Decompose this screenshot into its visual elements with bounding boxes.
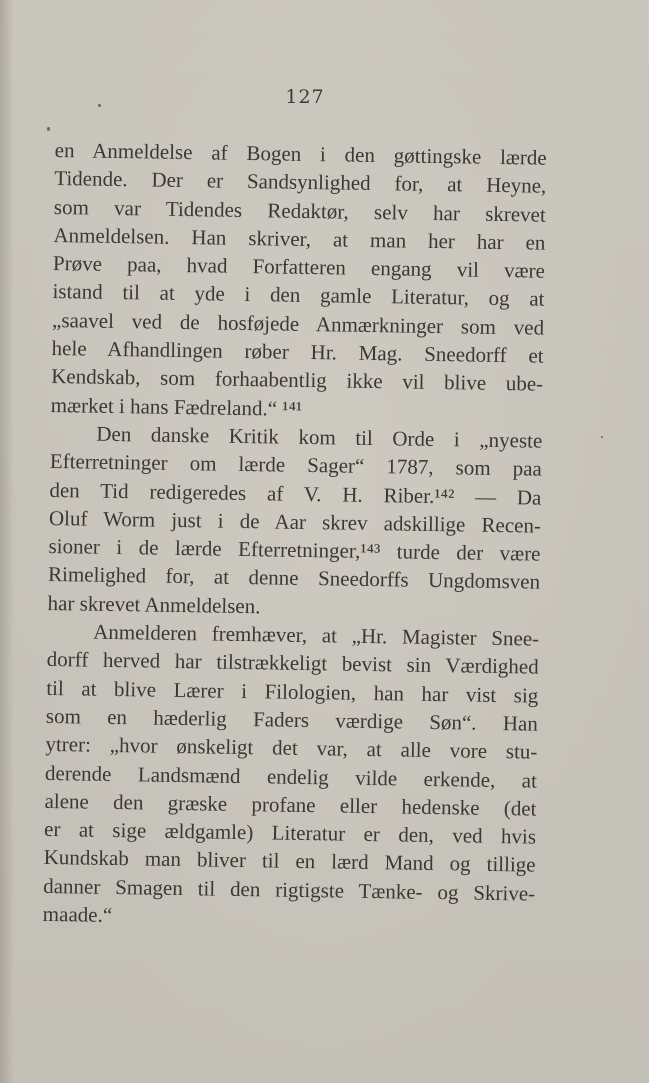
text-line: Tidende. Der er Sandsynlighed for, at Heyne, [54, 166, 547, 199]
text-line: sioner i de lærde Efterretninger,¹⁴³ turde der være [48, 534, 541, 566]
text-line: som var Tidendes Redaktør, selv har skrevet [53, 194, 547, 227]
text-line: istand til at yde i den gamle Literatur, og at [52, 279, 545, 312]
text-line: Anmelderen fremhæver, at „Hr. Magister Snee- [93, 619, 540, 651]
text-line: dorff herved har tilstrækkeligt bevist sin Værdighed [46, 647, 539, 680]
ink-speck [47, 127, 50, 131]
text-line: Kendskab, som forhaabentlig ikke vil blive ube- [51, 364, 544, 397]
text-line: alene den græske profane eller hedenske (det [44, 788, 537, 821]
text-line: „saavel ved de hosføjede Anmærkninger som ved [51, 307, 545, 340]
page-number: 127 [285, 86, 325, 108]
text-line: Efterretninger om lærde Sager“ 1787, som paa [49, 449, 543, 481]
text-line: Rimelighed for, at denne Sneedorffs Ungdomsven [47, 562, 541, 595]
text-line: til at blive Lærer i Filologien, han har vist sig [46, 675, 539, 708]
spine-shadow [0, 0, 14, 1083]
text-line: derende Landsmænd endelig vilde erkende, at [44, 760, 538, 793]
text-line: den Tid redigeredes af V. H. Riber.¹⁴² — Da [49, 477, 542, 510]
text-line: danner Smagen til den rigtigste Tænke- og Skrive- [43, 873, 536, 906]
text-line: er at sige ældgamle) Literatur er den, ved hvis [43, 817, 537, 849]
ink-speck [601, 436, 603, 438]
text-line: har skrevet Anmeldelsen. [47, 590, 261, 619]
text-line: hele Afhandlingen røber Hr. Mag. Sneedorff et [51, 336, 544, 368]
body-text [43, 136, 547, 936]
text-line: maade.“ [42, 901, 113, 928]
text-line: Anmeldelsen. Han skriver, at man her har en [53, 222, 546, 255]
text-line: mærket i hans Fædreland.“ ¹⁴¹ [50, 392, 303, 421]
text-line: en Anmeldelse af Bogen i den gøttingske lærde [54, 137, 547, 170]
text-line: ytrer: „hvor ønskeligt det var, at alle vore stu- [45, 732, 538, 764]
text-line: Kundskab man bliver til en lærd Mand og tillige [43, 845, 536, 878]
text-line: Oluf Worm just i de Aar skrev adskillige Recen- [48, 505, 542, 538]
text-line: Prøve paa, hvad Forfatteren engang vil være [52, 251, 546, 283]
text-line: som en hæderlig Faders værdige Søn“. Han [45, 703, 539, 736]
text-line: Den danske Kritik kom til Orde i „nyeste [96, 421, 543, 453]
